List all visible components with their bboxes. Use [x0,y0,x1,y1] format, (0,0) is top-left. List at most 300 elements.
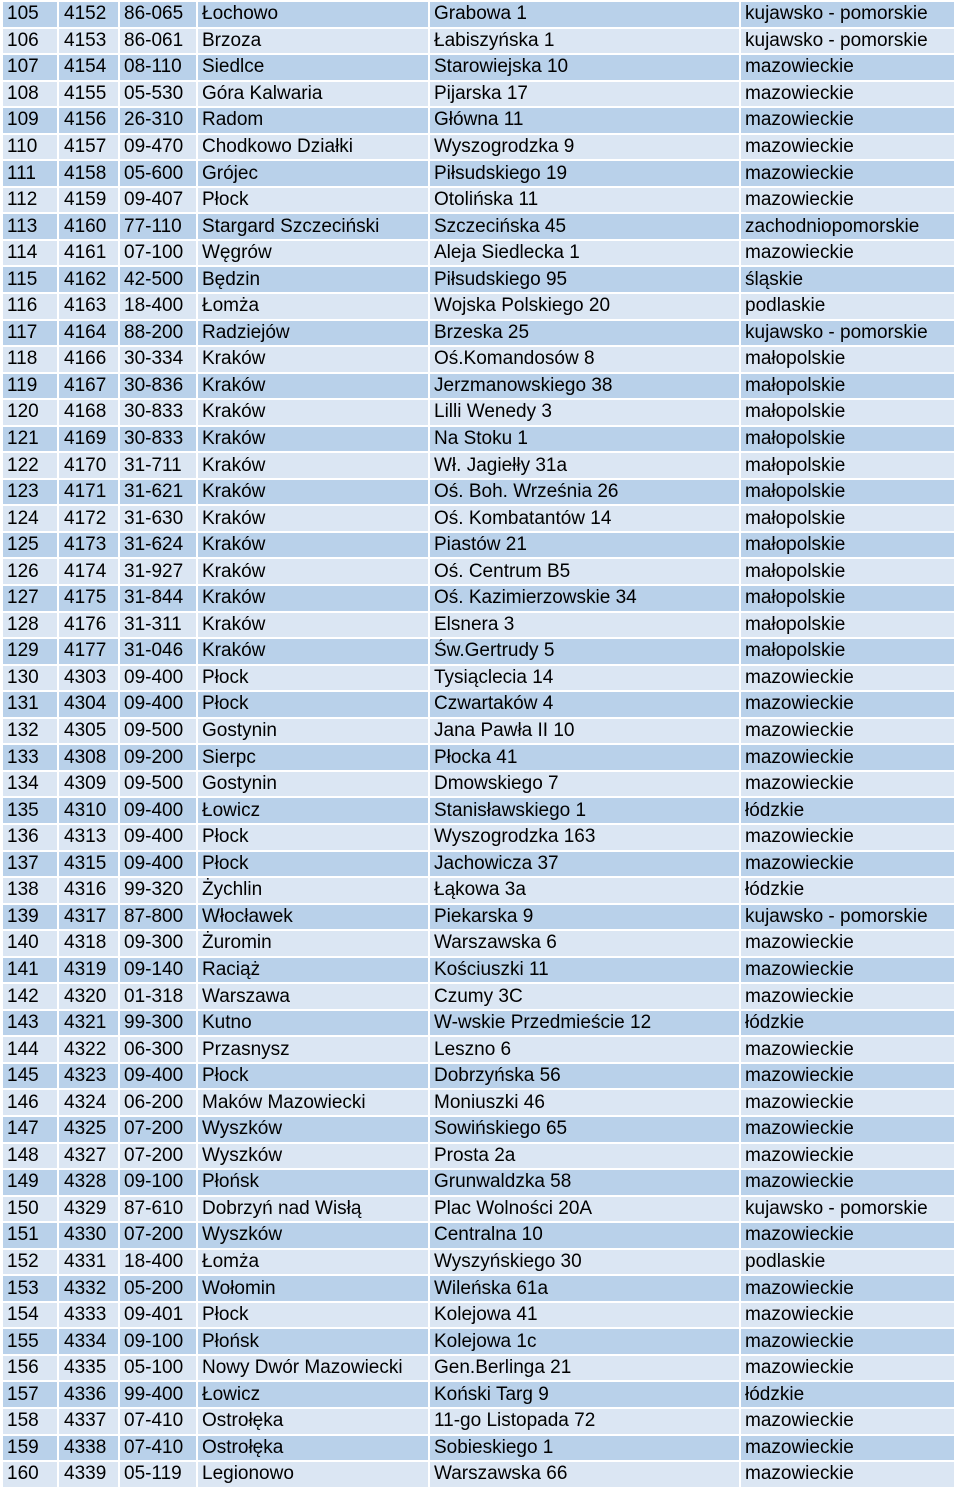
cell-lp: 129 [3,639,59,666]
cell-adres: Warszawska 66 [430,1462,741,1489]
cell-lp: 136 [3,825,59,852]
cell-kod: 4157 [59,135,120,162]
cell-wojewodztwo: mazowieckie [741,135,956,162]
cell-adres: Oś. Boh. Września 26 [430,480,741,507]
cell-wojewodztwo: kujawsko - pomorskie [741,29,956,56]
table-row [3,692,956,719]
table-row [3,639,956,666]
cell-kod-pocztowy: 09-401 [120,1303,198,1330]
cell-kod: 4315 [59,852,120,879]
cell-adres: Prosta 2a [430,1144,741,1171]
table-row [3,480,956,507]
table-body [3,2,956,1489]
cell-wojewodztwo: mazowieckie [741,188,956,215]
cell-kod: 4166 [59,347,120,374]
cell-miasto: Góra Kalwaria [198,82,430,109]
cell-miasto: Kraków [198,639,430,666]
table-row [3,82,956,109]
cell-miasto: Dobrzyń nad Wisłą [198,1197,430,1224]
table-row [3,241,956,268]
cell-kod-pocztowy: 09-400 [120,666,198,693]
cell-miasto: Łowicz [198,798,430,825]
cell-wojewodztwo: małopolskie [741,613,956,640]
table-row [3,321,956,348]
cell-miasto: Płock [198,188,430,215]
cell-miasto: Łomża [198,294,430,321]
cell-adres: Tysiąclecia 14 [430,666,741,693]
cell-wojewodztwo: mazowieckie [741,108,956,135]
cell-lp: 137 [3,852,59,879]
cell-lp: 144 [3,1037,59,1064]
cell-kod: 4332 [59,1276,120,1303]
cell-lp: 115 [3,267,59,294]
cell-miasto: Kraków [198,347,430,374]
cell-kod: 4318 [59,931,120,958]
cell-kod: 4319 [59,958,120,985]
cell-wojewodztwo: mazowieckie [741,161,956,188]
cell-kod-pocztowy: 30-833 [120,427,198,454]
cell-adres: Główna 11 [430,108,741,135]
cell-kod: 4321 [59,1011,120,1038]
table-row [3,852,956,879]
cell-wojewodztwo: mazowieckie [741,825,956,852]
cell-miasto: Żuromin [198,931,430,958]
cell-kod: 4330 [59,1223,120,1250]
cell-kod: 4173 [59,533,120,560]
cell-adres: Wileńska 61a [430,1276,741,1303]
table-row [3,427,956,454]
cell-wojewodztwo: mazowieckie [741,1090,956,1117]
cell-adres: Brzeska 25 [430,321,741,348]
table-row [3,400,956,427]
cell-wojewodztwo: mazowieckie [741,82,956,109]
cell-kod-pocztowy: 09-500 [120,772,198,799]
cell-wojewodztwo: mazowieckie [741,1064,956,1091]
cell-miasto: Kraków [198,586,430,613]
cell-miasto: Płock [198,1064,430,1091]
cell-wojewodztwo: mazowieckie [741,719,956,746]
cell-lp: 152 [3,1250,59,1277]
table-row [3,825,956,852]
cell-kod: 4325 [59,1117,120,1144]
cell-lp: 124 [3,506,59,533]
cell-kod: 4168 [59,400,120,427]
cell-adres: Otolińska 11 [430,188,741,215]
cell-kod-pocztowy: 09-400 [120,692,198,719]
cell-adres: Grabowa 1 [430,2,741,29]
cell-adres: Łąkowa 3a [430,878,741,905]
cell-lp: 128 [3,613,59,640]
cell-kod: 4337 [59,1409,120,1436]
cell-adres: Na Stoku 1 [430,427,741,454]
cell-miasto: Kraków [198,533,430,560]
cell-lp: 114 [3,241,59,268]
cell-kod: 4160 [59,214,120,241]
cell-kod-pocztowy: 07-200 [120,1117,198,1144]
cell-kod-pocztowy: 99-300 [120,1011,198,1038]
cell-kod-pocztowy: 30-833 [120,400,198,427]
table-row [3,1409,956,1436]
cell-lp: 145 [3,1064,59,1091]
cell-miasto: Płock [198,852,430,879]
cell-kod-pocztowy: 09-200 [120,745,198,772]
cell-adres: Czwartaków 4 [430,692,741,719]
cell-kod-pocztowy: 09-400 [120,1064,198,1091]
cell-wojewodztwo: zachodniopomorskie [741,214,956,241]
cell-adres: Kolejowa 41 [430,1303,741,1330]
cell-miasto: Kraków [198,374,430,401]
cell-miasto: Sierpc [198,745,430,772]
table-row [3,745,956,772]
cell-kod: 4309 [59,772,120,799]
cell-lp: 126 [3,559,59,586]
cell-adres: Piłsudskiego 19 [430,161,741,188]
cell-kod: 4154 [59,55,120,82]
cell-adres: Kościuszki 11 [430,958,741,985]
cell-miasto: Będzin [198,267,430,294]
cell-lp: 131 [3,692,59,719]
cell-kod-pocztowy: 05-119 [120,1462,198,1489]
cell-wojewodztwo: małopolskie [741,347,956,374]
cell-miasto: Kraków [198,427,430,454]
cell-adres: Koński Targ 9 [430,1382,741,1409]
cell-lp: 140 [3,931,59,958]
cell-kod-pocztowy: 09-470 [120,135,198,162]
cell-kod-pocztowy: 07-410 [120,1436,198,1463]
cell-lp: 148 [3,1144,59,1171]
cell-kod-pocztowy: 09-400 [120,852,198,879]
cell-miasto: Raciąż [198,958,430,985]
cell-lp: 132 [3,719,59,746]
table-row [3,1356,956,1383]
cell-kod-pocztowy: 31-844 [120,586,198,613]
cell-miasto: Płock [198,666,430,693]
cell-lp: 141 [3,958,59,985]
cell-kod: 4336 [59,1382,120,1409]
cell-kod: 4327 [59,1144,120,1171]
cell-wojewodztwo: małopolskie [741,506,956,533]
table-row [3,161,956,188]
cell-miasto: Kraków [198,400,430,427]
cell-adres: Plac Wolności 20A [430,1197,741,1224]
cell-kod: 4313 [59,825,120,852]
cell-kod: 4323 [59,1064,120,1091]
cell-lp: 125 [3,533,59,560]
cell-miasto: Kraków [198,613,430,640]
cell-miasto: Płock [198,1303,430,1330]
cell-kod-pocztowy: 99-400 [120,1382,198,1409]
cell-wojewodztwo: mazowieckie [741,55,956,82]
cell-lp: 108 [3,82,59,109]
cell-miasto: Wyszków [198,1223,430,1250]
cell-kod-pocztowy: 99-320 [120,878,198,905]
cell-adres: Grunwaldzka 58 [430,1170,741,1197]
cell-wojewodztwo: kujawsko - pomorskie [741,321,956,348]
cell-lp: 149 [3,1170,59,1197]
cell-wojewodztwo: mazowieckie [741,931,956,958]
cell-miasto: Płock [198,692,430,719]
cell-kod: 4329 [59,1197,120,1224]
table-row [3,798,956,825]
table-row [3,453,956,480]
table-row [3,958,956,985]
table-row [3,1436,956,1463]
cell-adres: Czumy 3C [430,984,741,1011]
cell-miasto: Kraków [198,506,430,533]
cell-miasto: Łowicz [198,1382,430,1409]
cell-miasto: Płock [198,825,430,852]
cell-kod-pocztowy: 09-400 [120,798,198,825]
table-row [3,347,956,374]
cell-wojewodztwo: łódzkie [741,798,956,825]
table-row [3,1090,956,1117]
cell-adres: Piłsudskiego 95 [430,267,741,294]
cell-lp: 111 [3,161,59,188]
cell-kod: 4338 [59,1436,120,1463]
cell-adres: Elsnera 3 [430,613,741,640]
cell-lp: 138 [3,878,59,905]
cell-wojewodztwo: śląskie [741,267,956,294]
cell-lp: 110 [3,135,59,162]
cell-adres: 11-go Listopada 72 [430,1409,741,1436]
cell-adres: Pijarska 17 [430,82,741,109]
cell-adres: Wł. Jagiełły 31a [430,453,741,480]
table-row [3,1276,956,1303]
table-row [3,1170,956,1197]
cell-kod-pocztowy: 42-500 [120,267,198,294]
cell-adres: Wyszogrodzka 9 [430,135,741,162]
cell-lp: 153 [3,1276,59,1303]
cell-kod-pocztowy: 07-100 [120,241,198,268]
cell-miasto: Ostrołęka [198,1409,430,1436]
cell-lp: 123 [3,480,59,507]
cell-adres: Sowińskiego 65 [430,1117,741,1144]
cell-kod: 4163 [59,294,120,321]
table-row [3,1011,956,1038]
cell-lp: 107 [3,55,59,82]
cell-wojewodztwo: mazowieckie [741,852,956,879]
cell-wojewodztwo: mazowieckie [741,1170,956,1197]
cell-kod-pocztowy: 86-061 [120,29,198,56]
cell-kod-pocztowy: 09-300 [120,931,198,958]
cell-wojewodztwo: łódzkie [741,878,956,905]
cell-adres: Oś. Kazimierzowskie 34 [430,586,741,613]
table-row [3,1197,956,1224]
cell-lp: 159 [3,1436,59,1463]
cell-kod-pocztowy: 08-110 [120,55,198,82]
cell-kod-pocztowy: 01-318 [120,984,198,1011]
table-row [3,108,956,135]
cell-kod: 4156 [59,108,120,135]
cell-wojewodztwo: małopolskie [741,533,956,560]
cell-miasto: Włocławek [198,905,430,932]
cell-wojewodztwo: mazowieckie [741,241,956,268]
cell-miasto: Gostynin [198,719,430,746]
cell-kod-pocztowy: 07-200 [120,1223,198,1250]
table-row [3,1064,956,1091]
cell-miasto: Brzoza [198,29,430,56]
cell-adres: Oś.Komandosów 8 [430,347,741,374]
cell-wojewodztwo: mazowieckie [741,958,956,985]
cell-kod-pocztowy: 05-600 [120,161,198,188]
cell-wojewodztwo: mazowieckie [741,1144,956,1171]
cell-miasto: Grójec [198,161,430,188]
cell-miasto: Węgrów [198,241,430,268]
table-row [3,1303,956,1330]
cell-kod-pocztowy: 09-400 [120,825,198,852]
cell-kod-pocztowy: 18-400 [120,294,198,321]
cell-wojewodztwo: małopolskie [741,427,956,454]
cell-adres: Wyszogrodzka 163 [430,825,741,852]
cell-kod: 4177 [59,639,120,666]
cell-lp: 143 [3,1011,59,1038]
cell-adres: Centralna 10 [430,1223,741,1250]
cell-lp: 117 [3,321,59,348]
cell-wojewodztwo: kujawsko - pomorskie [741,1197,956,1224]
cell-kod-pocztowy: 31-621 [120,480,198,507]
table-row [3,1117,956,1144]
table-row [3,719,956,746]
cell-kod: 4334 [59,1329,120,1356]
cell-kod-pocztowy: 09-100 [120,1170,198,1197]
cell-adres: Św.Gertrudy 5 [430,639,741,666]
table-row [3,559,956,586]
cell-miasto: Gostynin [198,772,430,799]
cell-miasto: Kutno [198,1011,430,1038]
cell-lp: 105 [3,2,59,29]
cell-kod: 4170 [59,453,120,480]
cell-lp: 116 [3,294,59,321]
cell-miasto: Kraków [198,559,430,586]
cell-adres: Gen.Berlinga 21 [430,1356,741,1383]
cell-adres: Oś. Kombatantów 14 [430,506,741,533]
cell-miasto: Warszawa [198,984,430,1011]
cell-miasto: Przasnysz [198,1037,430,1064]
cell-lp: 157 [3,1382,59,1409]
cell-adres: Sobieskiego 1 [430,1436,741,1463]
cell-adres: Lilli Wenedy 3 [430,400,741,427]
cell-miasto: Legionowo [198,1462,430,1489]
cell-kod-pocztowy: 31-630 [120,506,198,533]
cell-kod-pocztowy: 06-300 [120,1037,198,1064]
cell-adres: Łabiszyńska 1 [430,29,741,56]
cell-kod: 4162 [59,267,120,294]
cell-lp: 154 [3,1303,59,1330]
cell-miasto: Łochowo [198,2,430,29]
cell-wojewodztwo: małopolskie [741,374,956,401]
cell-kod: 4331 [59,1250,120,1277]
cell-kod-pocztowy: 77-110 [120,214,198,241]
table-row [3,931,956,958]
table-row [3,1223,956,1250]
cell-kod-pocztowy: 09-140 [120,958,198,985]
table-row [3,984,956,1011]
table-row [3,2,956,29]
table-row [3,613,956,640]
cell-lp: 150 [3,1197,59,1224]
cell-miasto: Maków Mazowiecki [198,1090,430,1117]
table-row [3,533,956,560]
cell-wojewodztwo: mazowieckie [741,1329,956,1356]
cell-lp: 146 [3,1090,59,1117]
cell-lp: 134 [3,772,59,799]
cell-adres: Leszno 6 [430,1037,741,1064]
cell-kod: 4339 [59,1462,120,1489]
cell-kod-pocztowy: 88-200 [120,321,198,348]
cell-adres: Jana Pawła II 10 [430,719,741,746]
cell-wojewodztwo: małopolskie [741,480,956,507]
cell-kod: 4328 [59,1170,120,1197]
cell-wojewodztwo: kujawsko - pomorskie [741,905,956,932]
cell-kod: 4324 [59,1090,120,1117]
cell-wojewodztwo: łódzkie [741,1382,956,1409]
cell-miasto: Płońsk [198,1170,430,1197]
cell-wojewodztwo: mazowieckie [741,1462,956,1489]
cell-lp: 130 [3,666,59,693]
cell-kod-pocztowy: 09-407 [120,188,198,215]
cell-wojewodztwo: mazowieckie [741,1117,956,1144]
table-row [3,666,956,693]
cell-adres: Dobrzyńska 56 [430,1064,741,1091]
cell-miasto: Chodkowo Działki [198,135,430,162]
cell-miasto: Wyszków [198,1144,430,1171]
cell-wojewodztwo: mazowieckie [741,1223,956,1250]
cell-wojewodztwo: małopolskie [741,453,956,480]
cell-miasto: Wołomin [198,1276,430,1303]
cell-kod-pocztowy: 05-200 [120,1276,198,1303]
cell-kod: 4305 [59,719,120,746]
table-row [3,1329,956,1356]
cell-kod: 4152 [59,2,120,29]
cell-lp: 120 [3,400,59,427]
cell-lp: 155 [3,1329,59,1356]
cell-wojewodztwo: małopolskie [741,586,956,613]
cell-miasto: Stargard Szczeciński [198,214,430,241]
cell-lp: 135 [3,798,59,825]
cell-kod-pocztowy: 18-400 [120,1250,198,1277]
table-row [3,586,956,613]
cell-kod: 4164 [59,321,120,348]
cell-kod: 4303 [59,666,120,693]
cell-adres: Dmowskiego 7 [430,772,741,799]
table-row [3,267,956,294]
cell-adres: Piekarska 9 [430,905,741,932]
cell-adres: Stanisławskiego 1 [430,798,741,825]
cell-kod: 4159 [59,188,120,215]
cell-miasto: Siedlce [198,55,430,82]
cell-kod-pocztowy: 05-530 [120,82,198,109]
cell-kod: 4158 [59,161,120,188]
cell-miasto: Nowy Dwór Mazowiecki [198,1356,430,1383]
table-row [3,1462,956,1489]
cell-kod-pocztowy: 31-927 [120,559,198,586]
cell-kod: 4172 [59,506,120,533]
cell-adres: Warszawska 6 [430,931,741,958]
cell-kod-pocztowy: 07-410 [120,1409,198,1436]
cell-adres: Wyszyńskiego 30 [430,1250,741,1277]
cell-adres: Piastów 21 [430,533,741,560]
table-row [3,1037,956,1064]
cell-wojewodztwo: mazowieckie [741,1409,956,1436]
cell-kod-pocztowy: 31-311 [120,613,198,640]
cell-wojewodztwo: mazowieckie [741,1276,956,1303]
cell-kod-pocztowy: 09-100 [120,1329,198,1356]
cell-miasto: Kraków [198,453,430,480]
cell-wojewodztwo: kujawsko - pomorskie [741,2,956,29]
cell-lp: 139 [3,905,59,932]
cell-kod: 4320 [59,984,120,1011]
cell-wojewodztwo: mazowieckie [741,692,956,719]
